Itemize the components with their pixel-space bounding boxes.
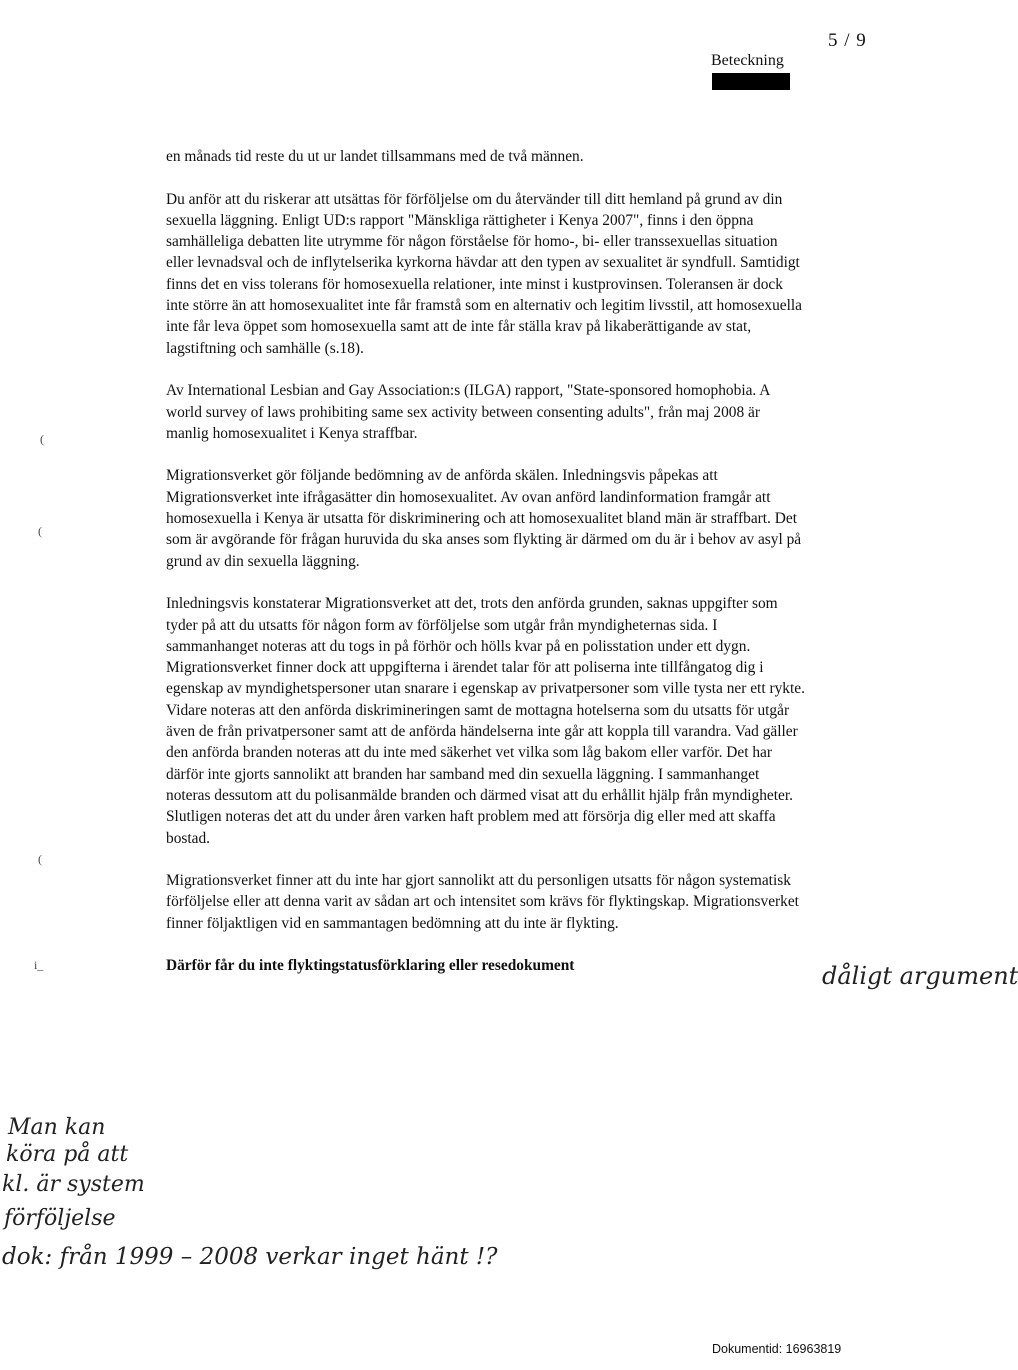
handwritten-side-note: dåligt argument [822,962,1018,990]
margin-mark: ( [38,524,42,538]
redaction-bar [712,73,790,90]
margin-mark: ( [38,852,42,866]
margin-mark: i_ [34,958,44,972]
handwritten-note-line: köra på att [6,1142,129,1167]
page-number: 5 / 9 [828,30,867,51]
paragraph: Migrationsverket finner att du inte har gjort sannolikt att du personligen utsatts för någon systematisk förföljelse eller att denna varit av sådan art och intensitet som krävs för flyktingskap. Migrationsverket finner följaktligen vid en sammantagen bedömning att du inte är flykting. [166,872,799,932]
conclusion-line: Därför får du inte flyktingstatusförklaring eller resedokument [166,957,575,975]
handwritten-note-line: kl. är system [2,1172,145,1197]
paragraph: Av International Lesbian and Gay Association:s (ILGA) rapport, "State-sponsored homophobia. A world survey of laws prohibiting same sex activity between consenting adults", från maj 2008 är manlig homosexualitet i Kenya straffbar. [166,382,770,442]
decision-body [166,146,806,998]
document-id: Dokumentid: 16963819 [712,1342,842,1356]
paragraph: en månads tid reste du ut ur landet tillsammans med de två männen. [166,148,584,165]
paragraph: Du anför att du riskerar att utsättas för förföljelse om du återvänder till ditt hemland på grund av din sexuella läggning. Enligt UD:s rapport "Mänskliga rättigheter i Kenya 2007", finns i den öppna samhälleliga debatten lite utrymme för någon förståelse för homo-, bi- eller transsexuellas situation eller levnadsval och de inflytelserika kyrkorna hävdar att den typen av sexualitet är syndfull. Samtidigt finns det en viss tolerans för homosexuella relationer, inte minst i kustprovinsen. Toleransen är dock inte större än att homosexualitet inte får framstå som en alternativ och legitim livsstil, att homosexuella inte får leva öppet som homosexuella samt att de inte får ställa krav på likaberättigande av stat, lagstiftning och samhälle (s.18). [166,190,802,357]
handwritten-note-line: förföljelse [4,1206,116,1231]
handwritten-note-line: Man kan [8,1115,106,1140]
paragraph: Migrationsverket gör följande bedömning av de anförda skälen. Inledningsvis påpekas att Migrationsverket inte ifrågasätter din homosexualitet. Av ovan anförd landinformation framgår att homosexuella i Kenya är utsatta för diskriminering och att homosexualitet bland män är straffbart. Det som är avgörande för frågan huruvida du ska anses som flykting är därmed om du är i behov av asyl på grund av din sexuella läggning. [166,467,802,570]
paragraph: Inledningsvis konstaterar Migrationsverket att det, trots den anförda grunden, saknas uppgifter som tyder på att du utsatts för någon form av förföljelse som utgår från myndigheternas sida. I sammanhanget noteras att du togs in på förhör och hölls kvar på en polisstation under ett dygn. Migrationsverket finner dock att uppgifterna i ärendet talar för att poliserna inte tillfångatog dig i egenskap av myndighetspersoner utan snarare i egenskap av privatpersoner som ville tysta ner ett rykte. Vidare noteras att den anförda diskrimineringen samt de mottagna hotelserna som du utsatts för utgår även de från privatpersoner samt att de anförda händelserna inte går att koppla till varandra. Vad gäller den anförda branden noteras att du inte med säkerhet vet vilka som låg bakom eller varför. Det har därför inte gjorts sannolikt att branden har samband med din sexuella läggning. I sammanhanget noteras dessutom att du polisanmälde branden och därmed visat att du erhållit hjälp från myndigheter. Slutligen noteras det att du under åren varken haft problem med att försörja dig eller med att skaffa bostad. [166,595,805,847]
designation-label: Beteckning [711,52,784,69]
margin-mark: ( [40,432,44,446]
handwritten-note-line: dok: från 1999 – 2008 verkar inget hänt !? [2,1244,498,1270]
